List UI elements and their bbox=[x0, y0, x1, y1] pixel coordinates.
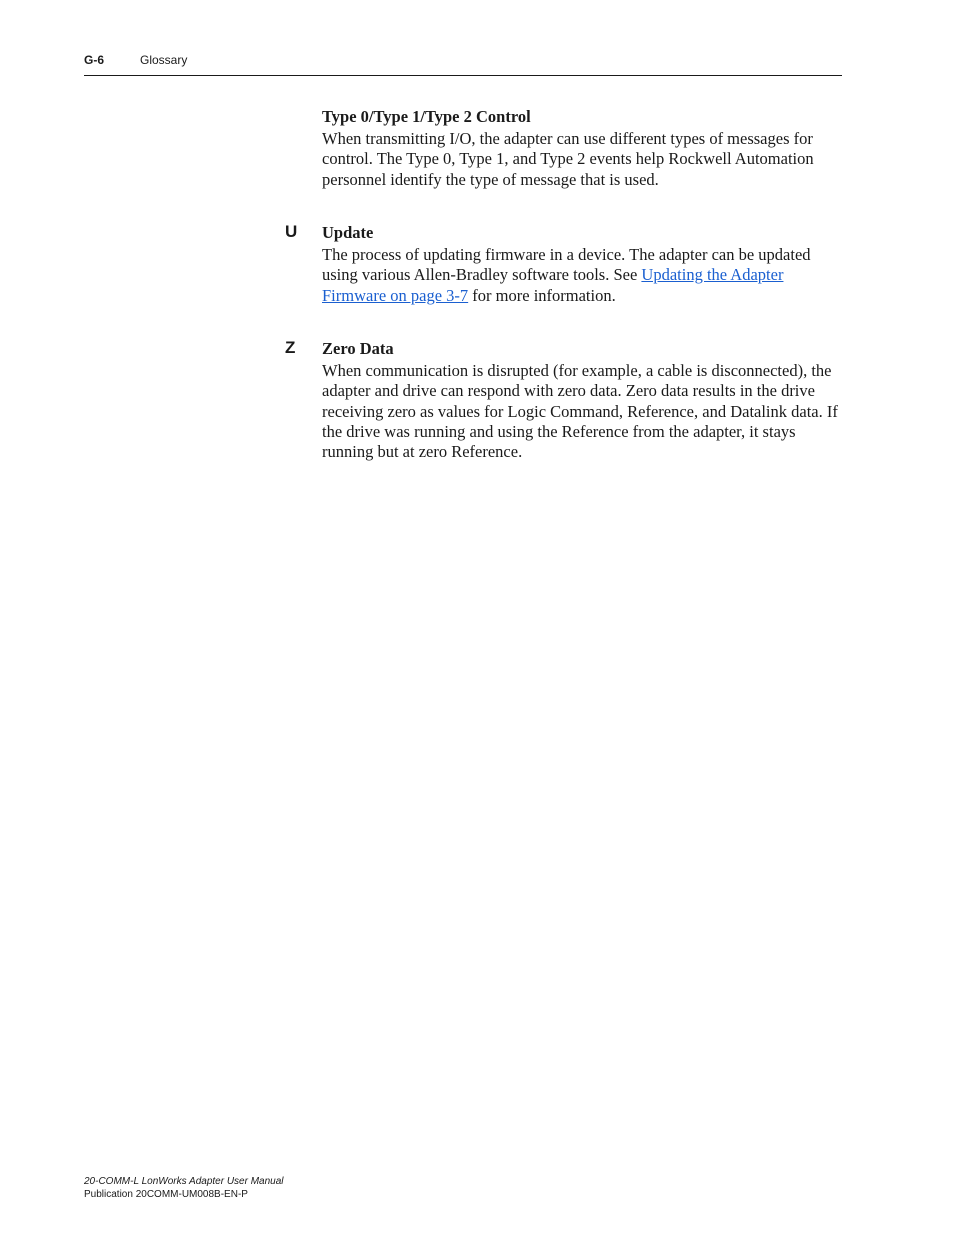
publication-number: Publication 20COMM-UM008B-EN-P bbox=[84, 1189, 248, 1200]
glossary-term: Type 0/Type 1/Type 2 Control bbox=[322, 107, 531, 126]
page-header bbox=[84, 52, 842, 76]
glossary-definition: When communication is disrupted (for example, a cable is disconnected), the adapter and drive can respond with zero data. Zero data results in the drive receiving zero as values for Logic Command, Reference, and Datalink data. If the drive was running and using the Reference from the adapter, it stays running but at zero Reference. bbox=[322, 361, 838, 462]
section-letter-u: U bbox=[285, 222, 298, 241]
section-letter-z: Z bbox=[285, 338, 296, 357]
glossary-definition: When transmitting I/O, the adapter can use different types of messages for control. The Type 0, Type 1, and Type 2 events help Rockwell Automation personnel identify the type of message that is used. bbox=[322, 129, 814, 189]
glossary-entry-update bbox=[322, 222, 842, 306]
section-title: Glossary bbox=[140, 53, 188, 67]
glossary-term: Zero Data bbox=[322, 339, 394, 358]
manual-title: 20-COMM-L LonWorks Adapter User Manual bbox=[84, 1176, 284, 1187]
page-footer bbox=[84, 1175, 284, 1201]
glossary-entry-zero-data bbox=[322, 338, 842, 462]
definition-text: The process of updating firmware in a device. The adapter can be updated using various Allen-Bradley software tools. See bbox=[322, 245, 811, 285]
definition-text: for more information. bbox=[468, 285, 616, 305]
glossary-definition bbox=[322, 245, 842, 306]
glossary-term: Update bbox=[322, 223, 374, 242]
glossary-entry-type-control bbox=[322, 106, 842, 190]
updating-firmware-link[interactable]: Updating the Adapter Firmware on page 3-7 bbox=[322, 265, 784, 305]
page-number: G-6 bbox=[84, 53, 105, 67]
